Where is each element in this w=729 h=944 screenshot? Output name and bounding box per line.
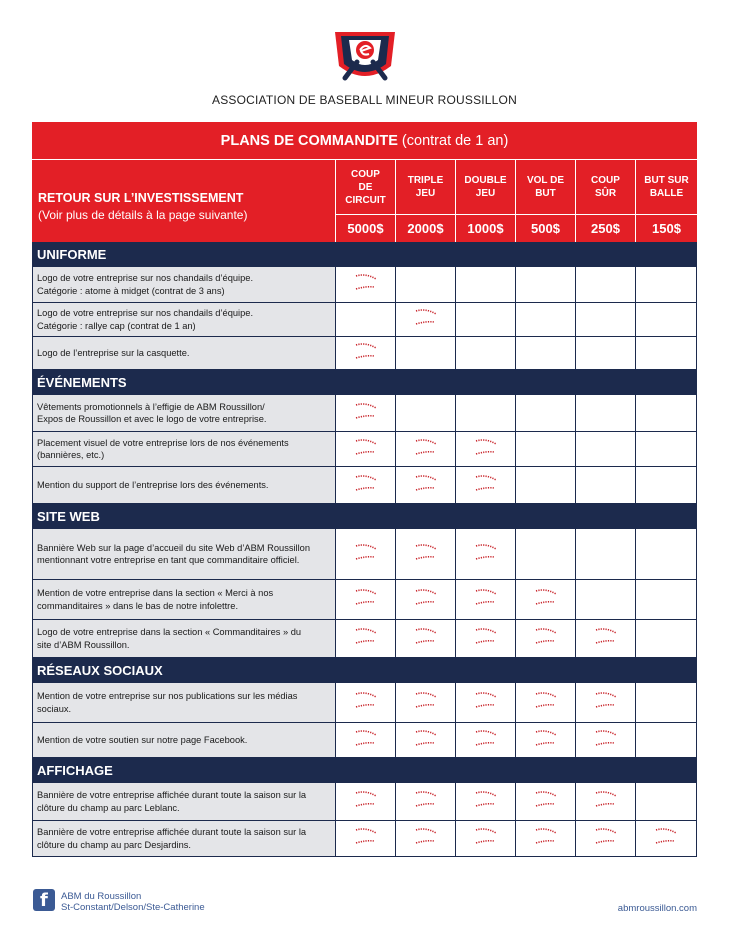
plan-cell [636,395,697,431]
plan-column [636,160,697,242]
plan-cell [396,723,456,757]
baseball-stitch-icon [354,789,378,814]
table-row [32,395,697,432]
table-row [32,821,697,857]
plan-cell [396,821,456,856]
plan-cell [456,432,516,466]
table-row [32,337,697,370]
sponsorship-table [32,122,697,857]
plan-cell [396,337,456,369]
plan-name: DOUBLE JEU [456,160,515,215]
facebook-info [61,891,205,913]
plan-name: VOL DE BUT [516,160,575,215]
baseball-stitch-icon [534,626,558,651]
plan-cell [336,529,396,579]
row-description-text: Bannière Web sur la page d’accueil du site Web d’ABM Roussillon mentionnant votre entreprise en tant que commanditaire officiel. [37,542,311,565]
plan-cell [576,580,636,619]
plan-cell [636,821,697,856]
roi-label: RETOUR SUR L’INVESTISSEMENT [38,191,244,205]
plan-price: 1000$ [467,221,504,236]
row-description [33,683,336,722]
plan-cell [336,337,396,369]
plan-cell [396,529,456,579]
baseball-stitch-icon [474,626,498,651]
plan-cell [396,303,456,336]
baseball-stitch-icon [534,728,558,753]
plan-cell [456,395,516,431]
facebook-location: St-Constant/Delson/Ste-Catherine [61,902,205,913]
plan-column [336,160,396,242]
plan-cell [396,267,456,302]
baseball-stitch-icon [414,307,438,332]
baseball-stitch-icon [354,826,378,851]
row-description-text: Logo de votre entreprise sur nos chandails d’équipe. Catégorie : rallye cap (contrat de 1 an) [37,308,254,331]
baseball-stitch-icon [534,826,558,851]
plan-cell [636,783,697,820]
baseball-stitch-icon [534,587,558,612]
roi-subtitle: (Voir plus de détails à la page suivante) [38,208,248,222]
plan-cell [576,337,636,369]
plan-cell [516,620,576,657]
plan-cell [336,683,396,722]
plan-column [516,160,576,242]
baseball-stitch-icon [354,272,378,297]
baseball-stitch-icon [474,473,498,498]
plan-price: 500$ [531,221,560,236]
row-description [33,303,336,336]
plan-cell [576,620,636,657]
plan-cell [516,529,576,579]
plan-column [576,160,636,242]
baseball-stitch-icon [414,690,438,715]
plan-cell [576,821,636,856]
plan-cell [576,467,636,503]
plan-price: 250$ [591,221,620,236]
plan-cell [336,821,396,856]
plan-cell [576,529,636,579]
baseball-stitch-icon [474,789,498,814]
plan-cell [336,580,396,619]
table-row [32,267,697,303]
baseball-stitch-icon [594,626,618,651]
baseball-stitch-icon [594,826,618,851]
plan-cell [336,723,396,757]
baseball-stitch-icon [474,728,498,753]
plan-cell [396,783,456,820]
plan-cell [576,683,636,722]
baseball-stitch-icon [354,542,378,567]
baseball-stitch-icon [414,437,438,462]
organization-title: ASSOCIATION DE BASEBALL MINEUR ROUSSILLON [212,93,517,107]
plan-cell [636,580,697,619]
baseball-stitch-icon [474,437,498,462]
baseball-stitch-icon [474,826,498,851]
plan-cell [636,337,697,369]
plan-cell [576,723,636,757]
row-description-text: Mention de votre soutien sur notre page Facebook. [37,734,248,745]
section-header-r-seaux-sociaux: RÉSEAUX SOCIAUX [32,658,697,683]
plan-name: COUP SÛR [576,160,635,215]
row-description [33,580,336,619]
row-description-text: Placement visuel de votre entreprise lors de nos événements (bannières, etc.) [37,437,289,460]
plan-cell [456,303,516,336]
plan-cell [636,529,697,579]
plans-title: PLANS DE COMMANDITE [220,133,398,149]
baseball-stitch-icon [474,690,498,715]
plan-cell [456,529,516,579]
section-header-affichage: AFFICHAGE [32,758,697,783]
row-description-text: Mention du support de l’entreprise lors des événements. [37,479,269,490]
plan-cell [576,783,636,820]
baseball-stitch-icon [534,690,558,715]
plan-name: TRIPLE JEU [396,160,455,215]
row-description [33,395,336,431]
baseball-stitch-icon [534,789,558,814]
row-description [33,267,336,302]
baseball-stitch-icon [594,690,618,715]
section-header-site-web: SITE WEB [32,504,697,529]
plan-cell [516,432,576,466]
plan-cell [396,580,456,619]
baseball-stitch-icon [654,826,678,851]
baseball-stitch-icon [594,728,618,753]
baseball-stitch-icon [414,826,438,851]
plan-cell [336,395,396,431]
baseball-stitch-icon [414,789,438,814]
plan-cell [516,303,576,336]
column-headers [32,160,697,242]
plan-cell [516,580,576,619]
plan-column [456,160,516,242]
baseball-stitch-icon [354,437,378,462]
plan-price: 150$ [652,221,681,236]
plan-cell [336,467,396,503]
baseball-stitch-icon [414,626,438,651]
row-description-text: Logo de votre entreprise dans la section « Commanditaires » du site d’ABM Roussillon. [37,627,302,650]
plan-cell [336,267,396,302]
association-logo [331,26,399,84]
plan-cell [636,620,697,657]
plan-cell [456,467,516,503]
section-header-uniforme: UNIFORME [32,242,697,267]
row-description-text: Bannière de votre entreprise affichée durant toute la saison sur la clôture du champ au parc Desjardins. [37,827,307,850]
baseball-stitch-icon [354,341,378,366]
plan-cell [396,620,456,657]
plan-cell [336,303,396,336]
plans-subtitle: (contrat de 1 an) [397,133,509,149]
plan-cell [516,723,576,757]
facebook-page-name: ABM du Roussillon [61,891,142,902]
baseball-stitch-icon [414,473,438,498]
plan-cell [516,683,576,722]
plan-price: 5000$ [347,221,384,236]
baseball-stitch-icon [414,587,438,612]
table-row [32,683,697,723]
row-description [33,467,336,503]
plan-cell [396,395,456,431]
plan-cell [456,821,516,856]
plans-header [32,122,697,160]
plan-cell [636,303,697,336]
plan-cell [456,783,516,820]
plan-cell [576,395,636,431]
plan-cell [456,683,516,722]
plan-cell [396,467,456,503]
plan-cell [516,267,576,302]
baseball-stitch-icon [354,401,378,426]
table-row [32,529,697,580]
plan-cell [636,432,697,466]
row-description [33,723,336,757]
row-description-text: Bannière de votre entreprise affichée durant toute la saison sur la clôture du champ au parc Leblanc. [37,790,307,813]
plan-cell [396,683,456,722]
row-description [33,620,336,657]
row-description-text: Logo de l’entreprise sur la casquette. [37,347,190,358]
plan-cell [336,783,396,820]
plan-cell [516,783,576,820]
section-header--v-nements: ÉVÉNEMENTS [32,370,697,395]
plan-cell [516,337,576,369]
website-link[interactable]: abmroussillon.com [617,903,697,914]
plan-cell [516,395,576,431]
baseball-stitch-icon [354,690,378,715]
plan-cell [456,620,516,657]
table-row [32,723,697,758]
row-description-text: Logo de votre entreprise sur nos chandails d’équipe. Catégorie : atome à midget (contrat de 3 ans) [37,273,254,296]
plan-cell [516,821,576,856]
plan-cell [636,723,697,757]
plan-cell [456,267,516,302]
plan-cell [336,432,396,466]
baseball-stitch-icon [474,587,498,612]
row-description [33,337,336,369]
plan-column [396,160,456,242]
plan-cell [576,303,636,336]
baseball-stitch-icon [594,789,618,814]
plan-cell [636,683,697,722]
row-description [33,432,336,466]
facebook-icon[interactable]: f [33,889,55,911]
table-row [32,580,697,620]
plan-cell [456,580,516,619]
baseball-stitch-icon [354,728,378,753]
baseball-stitch-icon [414,728,438,753]
baseball-stitch-icon [414,542,438,567]
plan-cell [636,467,697,503]
plan-price: 2000$ [407,221,444,236]
plan-name: COUP DE CIRCUIT [336,160,395,215]
row-description-text: Vêtements promotionnels à l’effigie de ABM Roussillon/ Expos de Roussillon et avec le logo de votre entreprise. [37,401,267,424]
table-row [32,620,697,658]
table-row [32,783,697,821]
roi-header [32,160,336,242]
table-row [32,467,697,504]
row-description-text: Mention de votre entreprise sur nos publications sur les médias sociaux. [37,691,298,714]
table-row [32,303,697,337]
row-description [33,529,336,579]
row-description [33,821,336,856]
row-description [33,783,336,820]
plan-cell [396,432,456,466]
plan-cell [576,432,636,466]
baseball-stitch-icon [354,587,378,612]
plan-cell [576,267,636,302]
plan-name: BUT SUR BALLE [636,160,697,215]
baseball-stitch-icon [354,626,378,651]
baseball-stitch-icon [354,473,378,498]
baseball-stitch-icon [474,542,498,567]
plan-cell [456,723,516,757]
plan-cell [636,267,697,302]
plan-cell [456,337,516,369]
table-row [32,432,697,467]
plan-cell [336,620,396,657]
plan-cell [516,467,576,503]
row-description-text: Mention de votre entreprise dans la section « Merci à nos commanditaires » dans le bas de notre infolettre. [37,588,274,611]
